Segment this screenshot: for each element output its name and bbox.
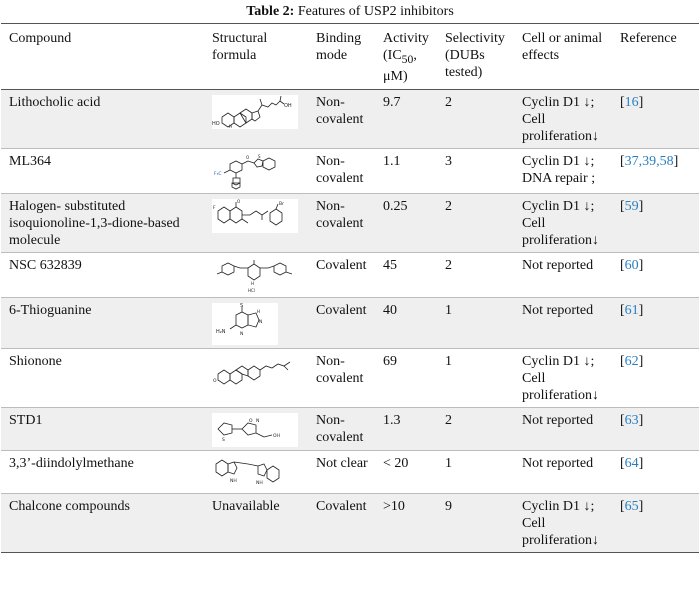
structure-cell <box>204 193 308 252</box>
selectivity-value: 1 <box>437 348 514 407</box>
reference-cell: [62] <box>612 348 699 407</box>
header-effects: Cell or animal effects <box>514 24 612 90</box>
activity-value: 69 <box>375 348 437 407</box>
reference-link[interactable]: 63 <box>624 412 639 428</box>
effects-text: Cyclin D1 ↓; Cell proliferation↓ <box>514 493 612 552</box>
header-binding: Binding mode <box>308 24 375 90</box>
compound-name: NSC 632839 <box>1 252 204 297</box>
svg-text:NH: NH <box>230 478 237 484</box>
structure-cell <box>204 407 308 450</box>
isoquinoline-dione-structure <box>212 199 298 233</box>
reference-cell: [63] <box>612 407 699 450</box>
selectivity-value: 2 <box>437 193 514 252</box>
selectivity-value: 1 <box>437 450 514 493</box>
selectivity-value: 2 <box>437 407 514 450</box>
reference-cell: [59] <box>612 193 699 252</box>
table-caption <box>0 3 700 23</box>
caption-label: Table 2: <box>246 4 295 19</box>
table-row <box>1 407 699 450</box>
lithocholic-acid-structure <box>212 95 298 129</box>
binding-mode: Non-covalent <box>308 148 375 193</box>
structure-cell <box>204 297 308 348</box>
svg-text:H: H <box>229 123 233 129</box>
compound-name: 3,3’-diindolylmethane <box>1 450 204 493</box>
effects-text: Not reported <box>514 450 612 493</box>
svg-text:Br: Br <box>279 201 284 207</box>
compound-name: Shionone <box>1 348 204 407</box>
structure-cell <box>204 148 308 193</box>
svg-text:F₃C: F₃C <box>214 171 222 177</box>
svg-text:O: O <box>213 378 217 384</box>
header-activity: Activity ($IC_{50}$, μM) <box>375 24 437 90</box>
header-reference: Reference <box>612 24 699 90</box>
reference-cell: [37,39,58] <box>612 148 699 193</box>
svg-text:H: H <box>251 280 255 286</box>
svg-text:S: S <box>222 437 225 443</box>
binding-mode: Non-covalent <box>308 407 375 450</box>
reference-link[interactable]: 60 <box>624 257 639 273</box>
effects-text: Cyclin D1 ↓; Cell proliferation↓ <box>514 193 612 252</box>
table-row <box>1 89 699 148</box>
svg-text:O: O <box>246 154 250 160</box>
reference-link[interactable]: 65 <box>624 498 639 514</box>
structure-cell <box>204 89 308 148</box>
svg-text:S: S <box>240 302 244 309</box>
effects-text: Cyclin D1 ↓; Cell proliferation↓ <box>514 89 612 148</box>
svg-text:HO: HO <box>212 120 220 127</box>
effects-text: Not reported <box>514 252 612 297</box>
usp2-inhibitors-table <box>1 23 699 553</box>
reference-link[interactable]: 62 <box>624 353 639 369</box>
shionone-structure <box>212 354 298 388</box>
selectivity-value: 9 <box>437 493 514 552</box>
svg-text:OH: OH <box>284 102 292 109</box>
reference-cell: [16] <box>612 89 699 148</box>
reference-cell: [64] <box>612 450 699 493</box>
selectivity-value: 2 <box>437 252 514 297</box>
header-structure: Structural formula <box>204 24 308 90</box>
svg-text:O: O <box>249 418 253 424</box>
compound-name: Chalcone compounds <box>1 493 204 552</box>
compound-name: ML364 <box>1 148 204 193</box>
effects-text: Not reported <box>514 297 612 348</box>
compound-name: STD1 <box>1 407 204 450</box>
reference-cell: [65] <box>612 493 699 552</box>
binding-mode: Not clear <box>308 450 375 493</box>
activity-value: 1.3 <box>375 407 437 450</box>
svg-text:S: S <box>258 153 261 159</box>
svg-text:F: F <box>213 205 216 211</box>
reference-link[interactable]: 59 <box>624 198 639 214</box>
svg-text:N: N <box>259 319 263 325</box>
activity-value: 9.7 <box>375 89 437 148</box>
header-selectivity: Selectivity (DUBs tested) <box>437 24 514 90</box>
structure-cell <box>204 252 308 297</box>
activity-value: 0.25 <box>375 193 437 252</box>
compound-name: 6-Thioguanine <box>1 297 204 348</box>
table-row <box>1 252 699 297</box>
table-row <box>1 297 699 348</box>
activity-value: >10 <box>375 493 437 552</box>
structure-text: Unavailable <box>204 493 308 552</box>
compound-name: Halogen- substituted isoquionoline-1,3-dione-based molecule <box>1 193 204 252</box>
reference-link[interactable]: 61 <box>624 302 639 318</box>
structure-cell <box>204 348 308 407</box>
activity-value: < 20 <box>375 450 437 493</box>
binding-mode: Covalent <box>308 252 375 297</box>
selectivity-value: 3 <box>437 148 514 193</box>
svg-text:OH: OH <box>273 433 280 439</box>
header-row <box>1 24 699 90</box>
thioguanine-structure <box>212 303 278 345</box>
svg-text:N: N <box>256 418 260 424</box>
reference-link[interactable]: 16 <box>624 94 639 110</box>
reference-link[interactable]: 37,39,58 <box>624 153 674 169</box>
activity-value: 40 <box>375 297 437 348</box>
svg-text:H: H <box>257 308 261 314</box>
compound-name: Lithocholic acid <box>1 89 204 148</box>
table-row <box>1 193 699 252</box>
ml364-structure <box>212 154 298 190</box>
caption-text: Features of USP2 inhibitors <box>297 4 454 19</box>
reference-cell: [60] <box>612 252 699 297</box>
reference-link[interactable]: 64 <box>624 455 639 471</box>
table-row <box>1 450 699 493</box>
selectivity-value: 2 <box>437 89 514 148</box>
header-compound: Compound <box>1 24 204 90</box>
selectivity-value: 1 <box>437 297 514 348</box>
svg-text:H₂N: H₂N <box>216 328 226 335</box>
nsc-632839-structure <box>212 258 298 294</box>
binding-mode: Non-covalent <box>308 89 375 148</box>
table-row <box>1 148 699 193</box>
activity-value: 1.1 <box>375 148 437 193</box>
effects-text: Not reported <box>514 407 612 450</box>
effects-text: Cyclin D1 ↓; Cell proliferation↓ <box>514 348 612 407</box>
table-row <box>1 493 699 552</box>
reference-cell: [61] <box>612 297 699 348</box>
binding-mode: Non-covalent <box>308 348 375 407</box>
svg-text:N: N <box>240 331 244 337</box>
table-row <box>1 348 699 407</box>
effects-text: Cyclin D1 ↓; DNA repair ; <box>514 148 612 193</box>
binding-mode: Covalent <box>308 297 375 348</box>
binding-mode: Non-covalent <box>308 193 375 252</box>
structure-cell <box>204 450 308 493</box>
diindolylmethane-structure <box>212 456 298 490</box>
activity-value: 45 <box>375 252 437 297</box>
svg-text:O: O <box>237 198 241 204</box>
svg-text:HCl: HCl <box>248 287 255 293</box>
svg-text:NH: NH <box>256 480 263 486</box>
std1-structure <box>212 413 298 447</box>
binding-mode: Covalent <box>308 493 375 552</box>
